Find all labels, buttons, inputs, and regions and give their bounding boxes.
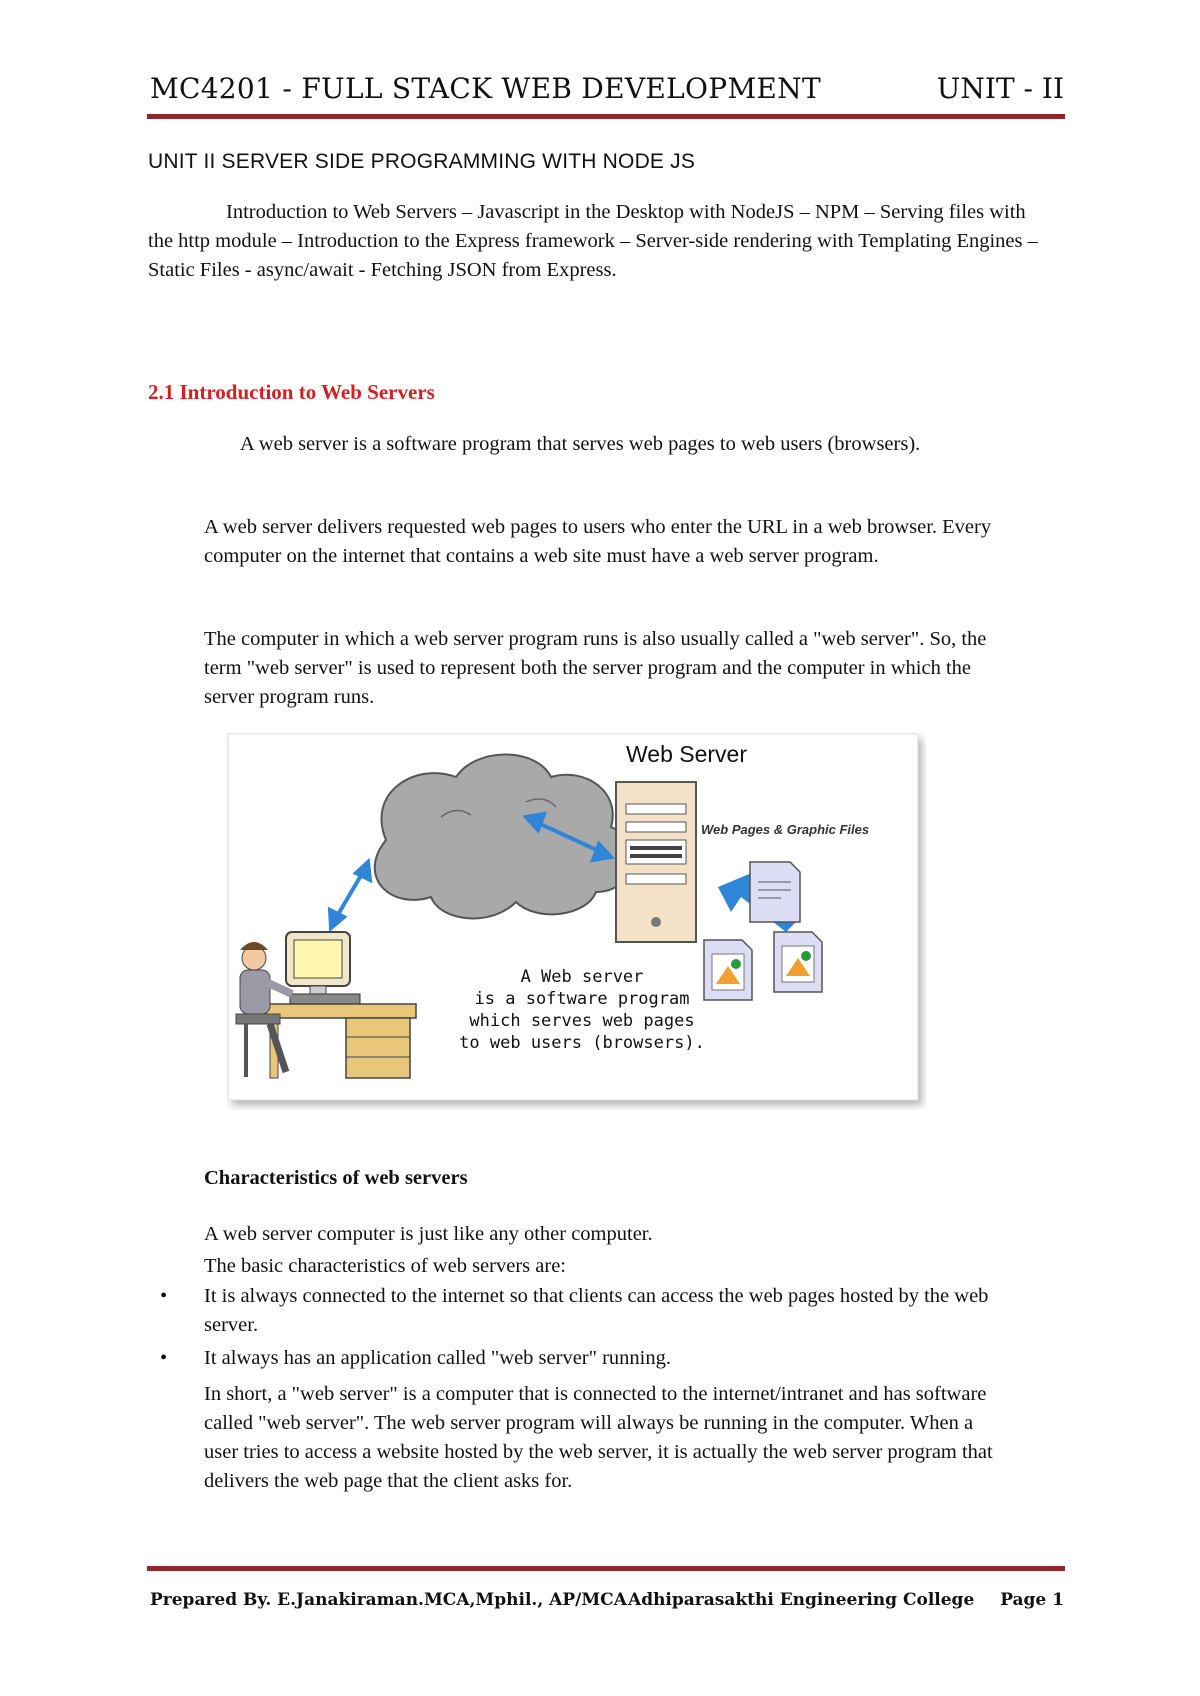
header-unit: UNIT - II [936,72,1064,105]
footer-college: Adhiparasakthi Engineering College [628,1590,975,1610]
web-server-diagram [226,732,926,1110]
section-paragraph-2: A web server delivers requested web pages to users who enter the URL in a web browser. Every computer on the internet that contains a web site must have a web server program. [204,516,992,567]
web-server-diagram-svg [226,732,926,1110]
bullet-icon: • [160,1347,168,1369]
intro-paragraph: Introduction to Web Servers – Javascript in the Desktop with NodeJS – NPM – Serving files with the http module – Introduction to the Express framework – Server-side rendering with Templating Engines – Static Files - async/await - Fetching JSON from Express. [148,201,1038,281]
characteristics-summary: In short, a "web server" is a computer that is connected to the internet/intranet and has software called "web server". The web server program will always be running in the computer. When a user tries to access a website hosted by the web server, it is actually the web server program that delivers the web page that the client asks for. [204,1383,993,1492]
caption-line: to web users (browsers). [459,1033,705,1053]
list-item-text: It always has an application called "web server" running. [204,1347,672,1369]
list-item-text: It is always connected to the internet so that clients can access the web pages hosted by the web server. [204,1285,989,1336]
graphic-file-icon [774,932,822,992]
characteristics-paragraph-1: A web server computer is just like any other computer. [204,1223,653,1245]
list-item [160,1282,1030,1340]
footer-prepared-by: Prepared By. E.Janakiraman.MCA,Mphil., AP/MCA [150,1590,627,1610]
section-paragraph-1: A web server is a software program that serves web pages to web users (browsers). [240,433,921,455]
header-rule [147,114,1065,119]
section-paragraph-3: The computer in which a web server program runs is also usually called a "web server". So, the term "web server" is used to represent both the server program and the computer in which the server program runs. [204,628,987,708]
list-item [160,1344,1030,1373]
server-tower-icon [616,782,696,942]
diagram-title: Web Server [626,741,748,767]
characteristics-paragraph-2: The basic characteristics of web servers are: [204,1255,566,1277]
characteristics-heading: Characteristics of web servers [204,1167,468,1189]
web-page-file-icon [750,862,800,922]
footer [150,1590,1064,1610]
header-course-title: MC4201 - FULL STACK WEB DEVELOPMENT [150,72,821,105]
bullet-icon: • [160,1285,168,1307]
caption-line: which serves web pages [469,1011,695,1031]
graphic-file-icon [704,940,752,1000]
files-label: Web Pages & Graphic Files [701,822,870,837]
caption-line: A Web server [520,967,644,987]
section-heading: 2.1 Introduction to Web Servers [148,380,435,404]
unit-title: UNIT II SERVER SIDE PROGRAMMING WITH NODE JS [148,150,696,173]
footer-page-number: Page 1 [1000,1590,1064,1610]
caption-line: is a software program [474,989,690,1009]
characteristics-list [160,1282,1030,1377]
footer-rule [147,1566,1065,1571]
